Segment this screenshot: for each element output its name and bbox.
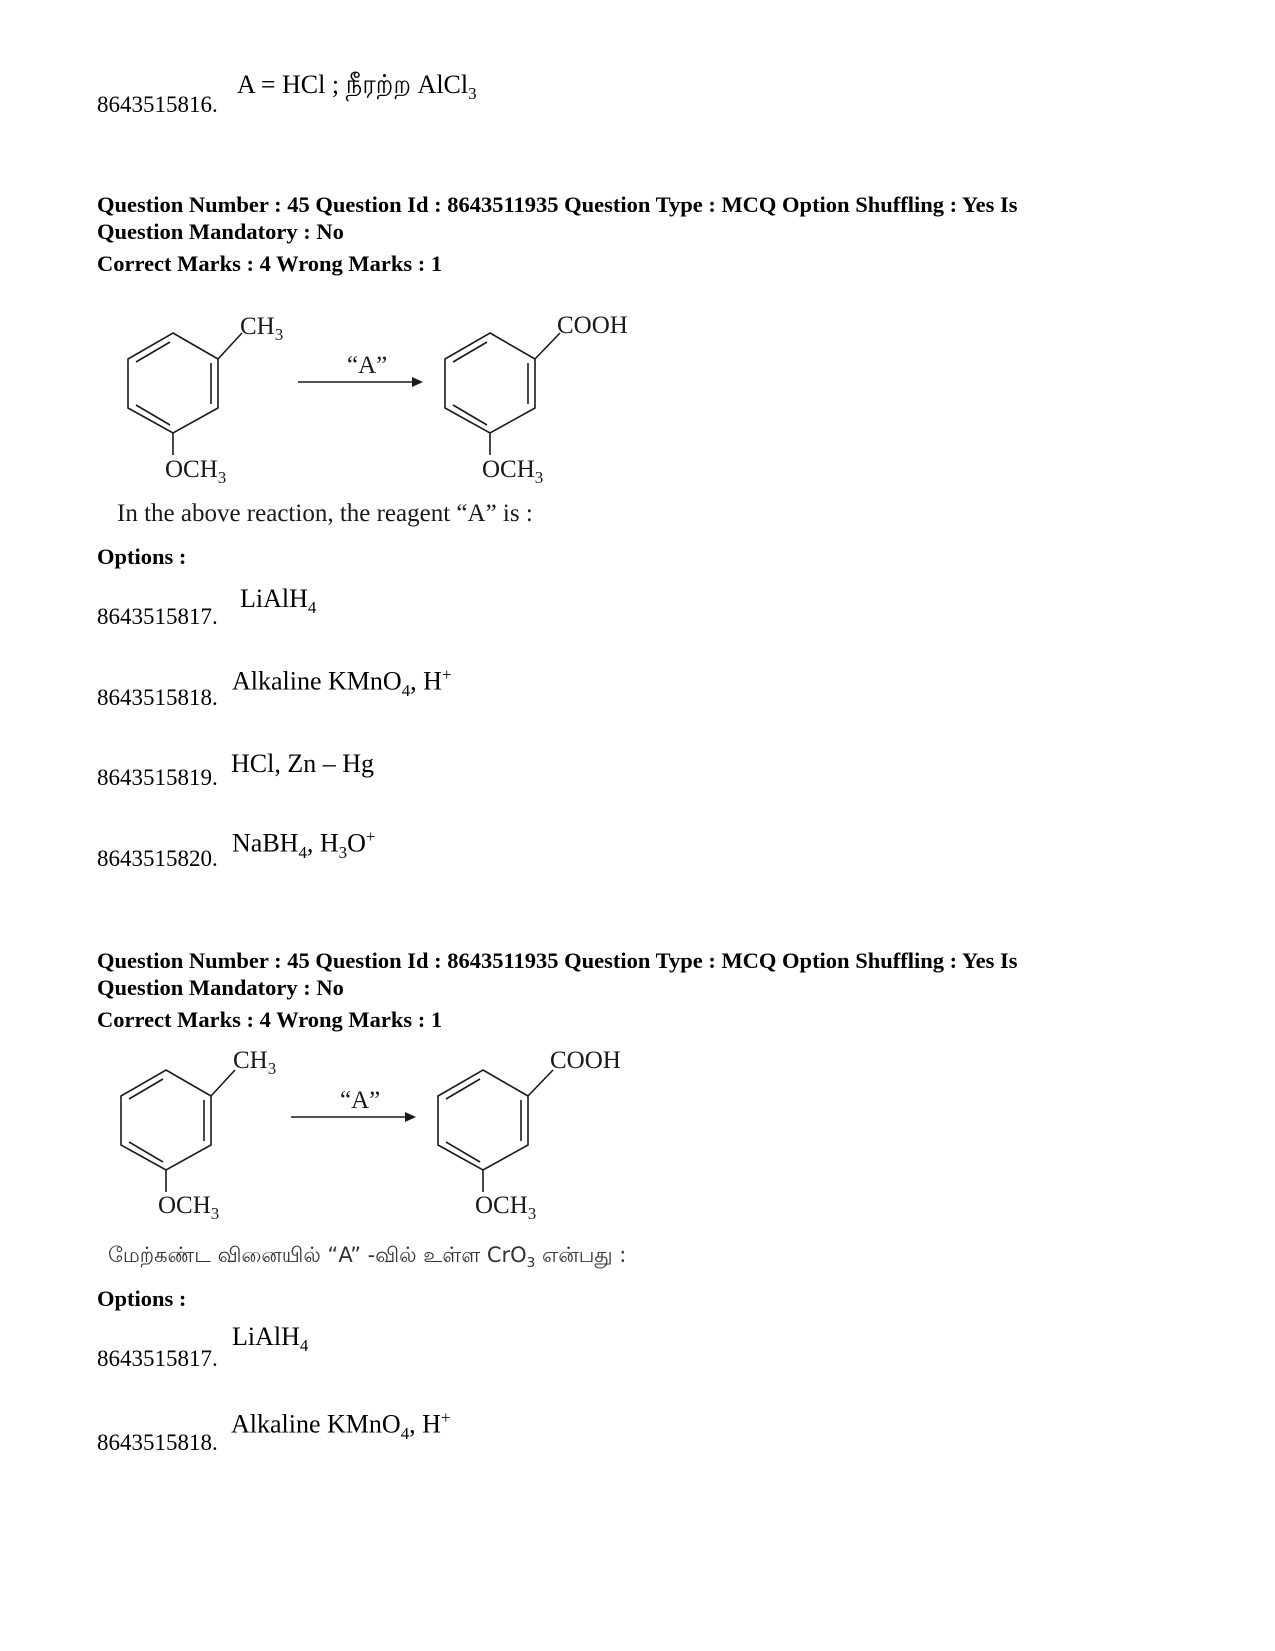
reactant-ch3-label: $CH_3$ xyxy=(240,313,284,344)
option-id: 8643515817. xyxy=(97,604,218,629)
reactant-ring xyxy=(121,1070,235,1192)
product-och3-label: $OCH_3$ xyxy=(482,456,544,487)
question-header xyxy=(97,191,1197,277)
option-id: 8643515819. xyxy=(97,765,218,790)
question-header xyxy=(97,947,1197,1033)
option-choice-a[interactable]: LiAlH$_4$ xyxy=(232,1322,309,1356)
option-id: 8643515817. xyxy=(97,1346,218,1371)
option-id: 8643515818. xyxy=(97,685,218,710)
options-label: Options : xyxy=(97,544,187,569)
header-line-1: Question Number : 45 Question Id : 8643511935 Question Type : MCQ Option Shuffling : Yes Is xyxy=(97,192,1018,217)
arrow-label: “A” xyxy=(347,352,388,379)
header-line-2: Question Mandatory : No xyxy=(97,975,344,1000)
reaction-diagram xyxy=(103,1040,663,1235)
option-choice-b[interactable]: Alkaline KMnO$_4$, H+ xyxy=(232,665,452,700)
option-choice-c[interactable]: HCl, Zn – Hg xyxy=(231,749,374,778)
option-id: 8643515820. xyxy=(97,846,218,871)
product-ring xyxy=(438,1070,553,1192)
option-choice-d[interactable]: NaBH$_4$, $H_3O^+$ xyxy=(232,827,376,862)
option-id: 8643515818. xyxy=(97,1430,218,1455)
reactant-ring xyxy=(128,333,242,455)
header-line-3: Correct Marks : 4 Wrong Marks : 1 xyxy=(97,1007,443,1032)
option-id: 8643515816. xyxy=(97,92,218,117)
question-prompt-tamil: மேற்கண்ட வினையில் “A” -வில் உள்ள CrO$_3$ என்பது : xyxy=(108,1243,627,1272)
product-cooh-label: COOH xyxy=(550,1047,621,1074)
header-line-1: Question Number : 45 Question Id : 8643511935 Question Type : MCQ Option Shuffling : Yes Is xyxy=(97,948,1018,973)
option-choice-b[interactable]: Alkaline KMnO$_4$, H+ xyxy=(231,1408,451,1443)
arrow-label: “A” xyxy=(340,1087,381,1114)
option-text xyxy=(237,70,477,104)
reactant-och3-label: $OCH_3$ xyxy=(165,456,227,487)
product-och3-label: $OCH_3$ xyxy=(475,1192,537,1223)
option-text-main: A = HCl ; நீரற்ற AlCl xyxy=(237,70,469,99)
option-text-sub: 3 xyxy=(468,84,477,104)
header-line-2: Question Mandatory : No xyxy=(97,219,344,244)
question-prompt: In the above reaction, the reagent “A” is : xyxy=(117,500,533,527)
reactant-ch3-label: $CH_3$ xyxy=(233,1047,277,1078)
option-choice-a[interactable]: LiAlH$_4$ xyxy=(240,584,317,618)
header-line-3: Correct Marks : 4 Wrong Marks : 1 xyxy=(97,251,443,276)
reaction-diagram xyxy=(110,305,670,500)
reactant-och3-label: $OCH_3$ xyxy=(158,1192,220,1223)
options-label: Options : xyxy=(97,1286,187,1311)
product-ring xyxy=(445,333,560,455)
product-cooh-label: COOH xyxy=(557,312,628,339)
